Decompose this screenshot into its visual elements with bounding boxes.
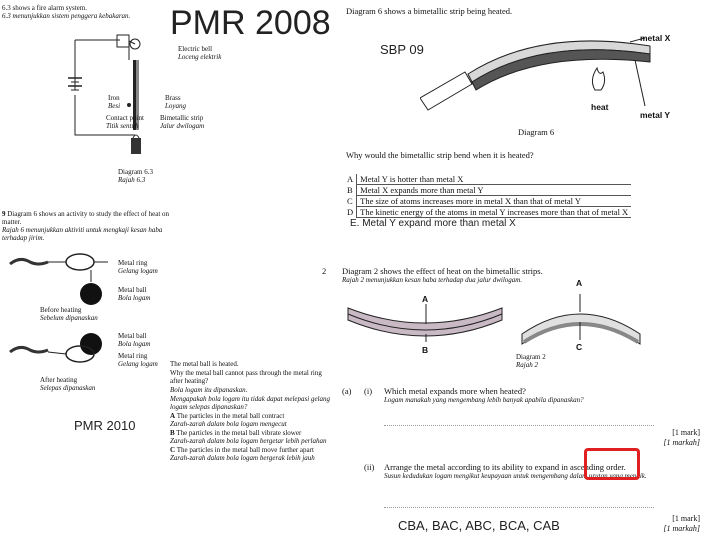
q2-question-i: Which metal expands more when heated? Logam manakah yang mengembang lebih banyak apabila dipanaskan?	[384, 386, 584, 404]
sbp-intro: Diagram 6 shows a bimetallic strip being heated.	[346, 6, 513, 16]
diagram-2-caption: Diagram 2 Rajah 2	[516, 353, 546, 369]
option-e: E. Metal Y expand more than metal X	[350, 218, 516, 229]
label-metal-ring-2: Metal ring Gelang logam	[118, 352, 158, 368]
option-row	[344, 174, 631, 185]
label-strip-b: B	[422, 345, 429, 355]
mark-ii: [1 mark] [1 markah]	[663, 514, 700, 533]
q2-intro: Diagram 2 shows the effect of heat on the bimetallic strips. Rajah 2 menunjukkan kesan haba terhadap dua jalur dwilogam.	[342, 266, 543, 284]
option-text: The kinetic energy of the atoms in metal Y increases more than that of metal X	[357, 207, 632, 218]
option-row	[344, 207, 631, 218]
title-pmr-2008: PMR 2008	[170, 4, 331, 42]
q9-option: B The particles in the metal ball vibrate slower Zarah-zarah dalam bola logam bergetar lebih perlahan	[170, 429, 327, 445]
fire-alarm-heading: 6.3 shows a fire alarm system. 6.3 menunjukkan sistem penggera kebakaran.	[2, 4, 131, 20]
label-contact-point: Contact point Titik sentuh	[106, 114, 144, 130]
q2-answer-orders: CBA, BAC, ABC, BCA, CAB	[398, 518, 560, 533]
label-electric-bell: Electric bell Loceng elektrik	[178, 45, 222, 61]
q9-stem: The metal ball is heated. Why the metal ball cannot pass through the metal ring after heating? Bola logam itu dipanaskan. Mengapakah bola logam itu tidak dapat melepasi gelang logam selepas dipanaskan? A The particles in the metal ball contract Zarah-zarah dalam bola logam mengecut B The particles in the metal ball vibrate slower Zarah-zarah dalam bola logam bergetar lebih perlahan C The particles in the metal ball move further apart Zarah-zarah dalam bola logam bergerak lebih jauh	[170, 360, 331, 462]
q2-question-ii: Arrange the metal according to its ability to expand in ascending order. Susun kedudukan logam mengikut keupayaan untuk mengembang dalam urutan yang menaik.	[384, 462, 647, 480]
label-after-heating: After heating Selepas dipanaskan	[40, 376, 96, 392]
label-metal-ball-2: Metal ball Bola logam	[118, 332, 151, 348]
q9-option: C The particles in the metal ball move further apart Zarah-zarah dalam bola logam bergerak lebih jauh	[170, 446, 315, 462]
option-row	[344, 185, 631, 196]
diagram-6-caption: Diagram 6	[518, 127, 555, 137]
label-metal-ball-1: Metal ball Bola logam	[118, 286, 151, 302]
option-letter: D	[347, 206, 354, 217]
label-brass: Brass Loyang	[165, 94, 186, 110]
q2-num: 2	[322, 266, 327, 276]
label-strip-a2: A	[576, 278, 583, 288]
label-metal-x: metal X	[640, 33, 671, 43]
option-text: The size of atoms increases more in metal X than that of metal Y	[357, 196, 632, 207]
label-iron: Iron Besi	[108, 94, 121, 110]
option-row	[344, 196, 631, 207]
diagram-6-3-caption: Diagram 6.3 Rajah 6.3	[118, 168, 153, 184]
answer-line-i	[384, 416, 654, 426]
q9-intro: 9 Diagram 6 shows an activity to study the effect of heat on matter. Rajah 6 menunjukkan aktiviti untuk mengkaji kesan haba terhadap jirim.	[2, 210, 170, 242]
label-strip-a1: A	[422, 294, 429, 304]
title-pmr-2010: PMR 2010	[74, 418, 136, 433]
q9-option: A The particles in the metal ball contract Zarah-zarah dalam bola logam mengecut	[170, 412, 287, 428]
option-letter: C	[347, 195, 353, 206]
mark-i: [1 mark] [1 markah]	[663, 428, 700, 447]
answer-line-ii	[384, 498, 654, 508]
sbp-question: Why would the bimetallic strip bend when it is heated?	[346, 150, 534, 160]
q2-part-ii: (ii)	[364, 462, 375, 472]
option-text: Metal X expands more than metal Y	[357, 185, 632, 196]
label-strip-c: C	[576, 342, 583, 352]
option-letter: B	[347, 184, 353, 195]
bimetallic-strip-diagram	[420, 28, 660, 128]
option-letter: A	[347, 174, 354, 184]
q2-part-a: (a)	[342, 386, 352, 396]
label-heat: heat	[591, 102, 609, 112]
label-metal-ring-1: Metal ring Gelang logam	[118, 259, 158, 275]
label-bimetallic-strip: Bimetallic strip Jalur dwilogam	[160, 114, 205, 130]
label-metal-y: metal Y	[640, 110, 671, 120]
bimetallic-strips-diagram-2	[340, 290, 670, 360]
option-text: Metal Y is hotter than metal X	[357, 174, 632, 185]
q2-part-i: (i)	[364, 386, 373, 396]
sbp-options-table	[344, 174, 631, 218]
label-before-heating: Before heating Sebelum dipanaskan	[40, 306, 98, 322]
title-sbp-09: SBP 09	[380, 42, 424, 57]
ascending-highlight-box	[584, 448, 640, 480]
